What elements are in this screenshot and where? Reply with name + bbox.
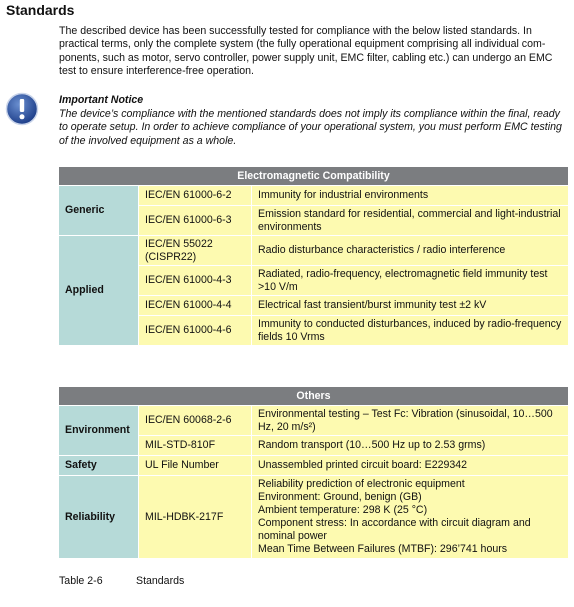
standard-description: Electrical fast transient/burst immunity test ±2 kV: [252, 296, 569, 316]
exclamation-info-icon: [5, 92, 39, 126]
standard-code: IEC/EN 61000-6-2: [139, 186, 252, 206]
caption-label: Table 2-6: [59, 575, 103, 587]
table-row: [59, 236, 569, 266]
notice-text: The device’s compliance with the mentioned standards does not imply its compliance within the final, ready to operate setup. In order to achieve compliance of your operational system, you must perform EMC testing of the involved equipment as a whole.: [59, 108, 562, 147]
description-line: Ambient temperature: 298 K (25 °C): [258, 504, 428, 516]
standard-description: Radiated, radio-frequency, electromagnetic field immunity test >10 V/m: [252, 266, 569, 296]
intro-paragraph: The described device has been successfully tested for compliance with the below listed standards. In practical terms, only the complete system (the fully operational equipment comprising all individual com-ponents, such as motor, servo controller, power supply unit, EMC filter, cabling etc.) can undergo an EMC test to ensure interference-free operation.: [59, 25, 553, 78]
group-label: Safety: [59, 456, 139, 476]
standard-code: IEC/EN 55022 (CISPR22): [139, 236, 252, 266]
table-row: [59, 456, 569, 476]
caption-text: Standards: [136, 575, 185, 587]
group-label: Reliability: [59, 476, 139, 559]
section-title: Standards: [6, 2, 75, 18]
group-label: Generic: [59, 186, 139, 236]
table-row: [59, 476, 569, 559]
standard-code: MIL-STD-810F: [139, 436, 252, 456]
notice-title: Important Notice: [59, 94, 144, 106]
description-line: Reliability prediction of electronic equipment: [258, 478, 465, 490]
standard-code: IEC/EN 60068-2-6: [139, 406, 252, 436]
emc-table: [58, 166, 569, 346]
description-line: Mean Time Between Failures (MTBF): 296’741 hours: [258, 543, 508, 555]
table-row: [59, 186, 569, 206]
standard-description: [252, 476, 569, 559]
group-label: Environment: [59, 406, 139, 456]
standard-description: Immunity for industrial environments: [252, 186, 569, 206]
table-row: [59, 406, 569, 436]
description-line: Environment: Ground, benign (GB): [258, 491, 422, 503]
standard-description: Emission standard for residential, commercial and light-industrial environments: [252, 206, 569, 236]
standard-code: MIL-HDBK-217F: [139, 476, 252, 559]
standard-description: Radio disturbance characteristics / radio interference: [252, 236, 569, 266]
others-table-header: Others: [59, 387, 569, 406]
standard-code: IEC/EN 61000-4-3: [139, 266, 252, 296]
group-label: Applied: [59, 236, 139, 346]
standard-code: UL File Number: [139, 456, 252, 476]
standard-code: IEC/EN 61000-6-3: [139, 206, 252, 236]
standard-description: Environmental testing – Test Fc: Vibration (sinusoidal, 10…500 Hz, 20 m/s²): [252, 406, 569, 436]
description-line: Component stress: In accordance with circuit diagram and nominal power: [258, 517, 531, 542]
standard-description: Unassembled printed circuit board: E229342: [252, 456, 569, 476]
standard-code: IEC/EN 61000-4-6: [139, 316, 252, 346]
standard-description: Random transport (10…500 Hz up to 2.53 grms): [252, 436, 569, 456]
emc-table-header: Electromagnetic Compatibility: [59, 167, 569, 186]
standard-description: Immunity to conducted disturbances, induced by radio-frequency fields 10 Vrms: [252, 316, 569, 346]
others-table: [58, 386, 569, 559]
table-caption: [59, 575, 184, 587]
standard-code: IEC/EN 61000-4-4: [139, 296, 252, 316]
